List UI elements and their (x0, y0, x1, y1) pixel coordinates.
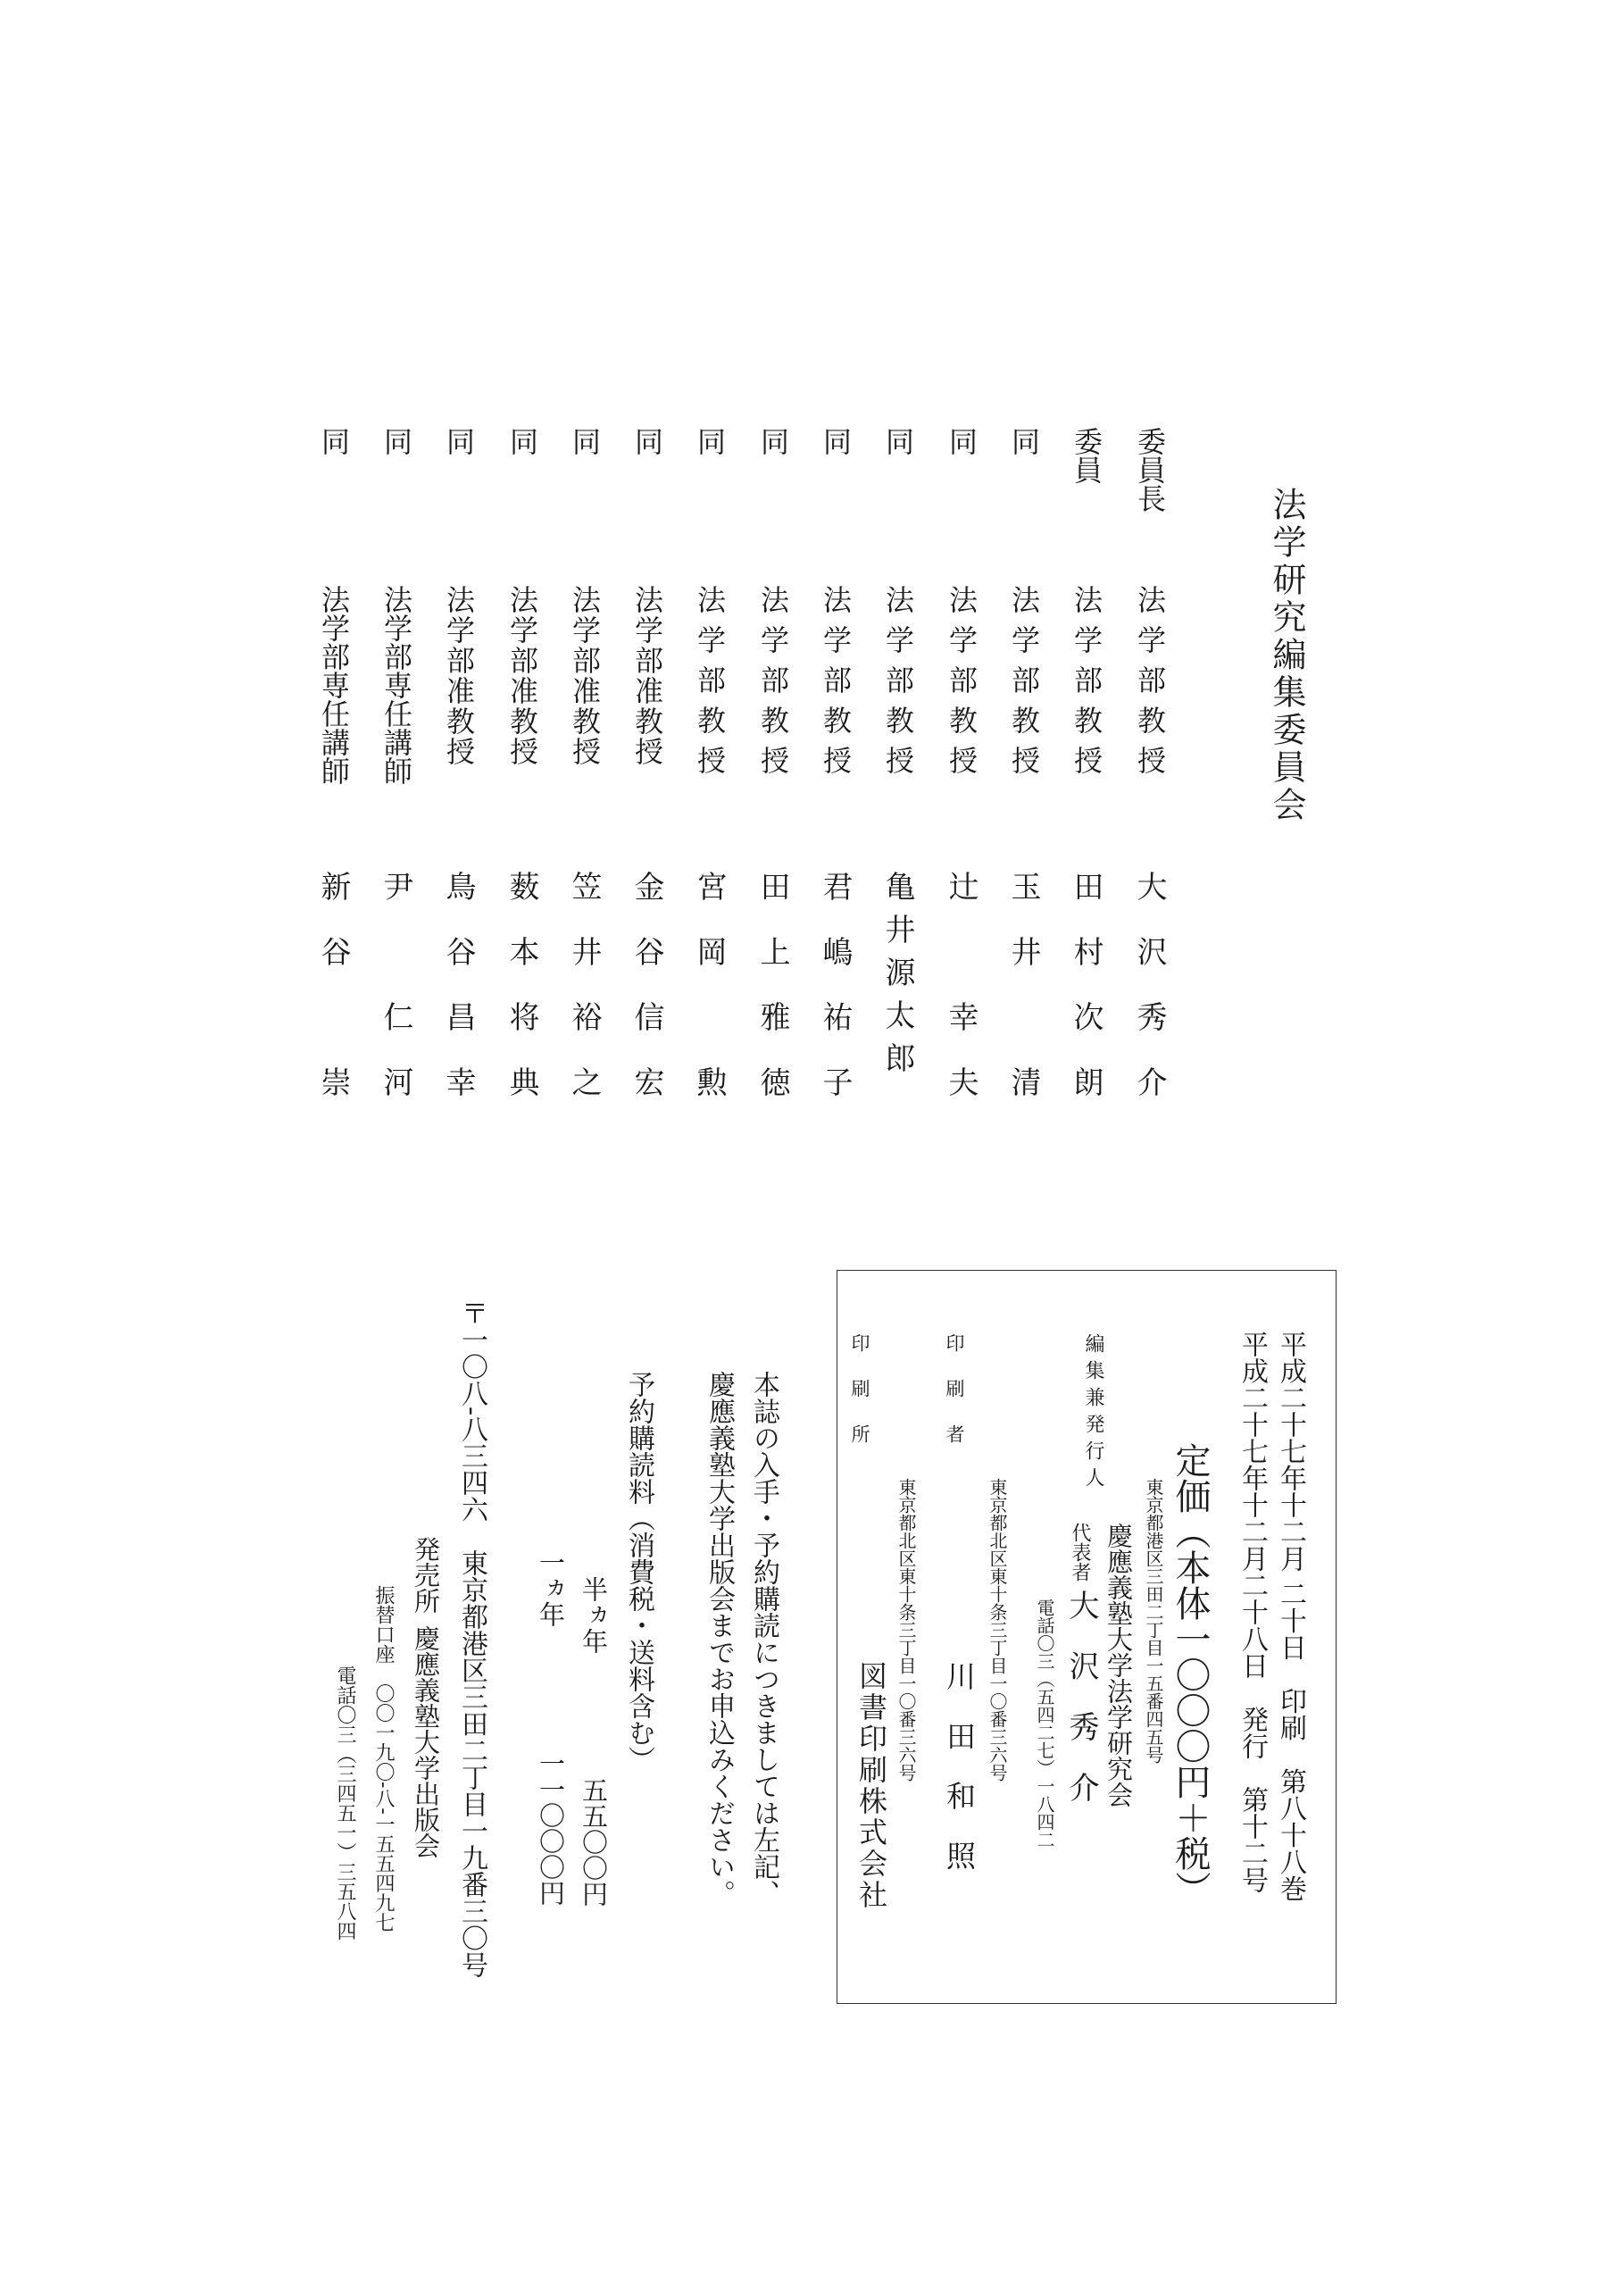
member-position: 法学部教授 (945, 585, 979, 786)
full-year-label: 一ヵ年 (536, 1549, 566, 1627)
postal-address: 〒一〇八‐八三四六 東京都港区三田二丁目一九番三〇号 (456, 1299, 487, 1979)
member-name: 尹 仁河 (378, 871, 413, 1131)
editor-org: 慶應義塾大学法学研究会 (1103, 1523, 1134, 1807)
member-name: 辻 幸夫 (943, 871, 979, 1131)
member-name: 新谷 崇 (315, 871, 351, 1131)
editor-rep-name: 大沢秀介 (1063, 1590, 1099, 1832)
half-year-price: 五五〇〇円 (579, 1777, 609, 1907)
member-position: 法学部教授 (1133, 585, 1167, 786)
member-name: 鳥谷昌幸 (440, 871, 476, 1131)
member-position: 法学部教授 (756, 585, 790, 786)
member-name: 笠井裕之 (566, 871, 602, 1131)
member-position: 法学部専任講師 (317, 585, 351, 785)
member-name: 金谷信宏 (629, 871, 664, 1131)
member-position: 法学部教授 (881, 585, 915, 786)
member-role: 同 (630, 427, 664, 455)
member-position: 法学部教授 (1007, 585, 1041, 786)
subscription-note-2: 慶應義塾大学出版会までお申込みください。 (704, 1371, 735, 1907)
printshop-label: 印刷所 (849, 1333, 870, 1470)
subscription-note-1: 本誌の入手・予約購読につきましては左記、 (748, 1371, 779, 1907)
distributor-label: 発売所 (411, 1536, 441, 1614)
member-role: 同 (819, 427, 853, 455)
member-name: 薮本将典 (504, 871, 539, 1131)
member-position: 法学部准教授 (630, 585, 664, 767)
price: 定価（本体一〇〇〇円＋税） (1170, 1442, 1211, 1907)
member-name: 君嶋祐子 (817, 871, 853, 1131)
print-date: 平成二十七年十二月 二十日 印刷 第八十八巻 (1275, 1331, 1306, 1902)
printer-label: 印刷者 (944, 1333, 965, 1470)
member-name: 田村次朗 (1068, 871, 1103, 1131)
subscription-heading: 予約購読料（消費税・送料含む） (623, 1371, 654, 1773)
member-name: 玉井 清 (1005, 871, 1041, 1131)
member-position: 法学部教授 (1070, 585, 1103, 786)
printer-name: 川田和照 (942, 1661, 977, 1900)
distributor-name: 慶應義塾大学出版会 (411, 1625, 441, 1858)
member-name: 亀井源太郎 (879, 871, 915, 1085)
member-position: 法学部准教授 (568, 585, 602, 767)
member-position: 法学部准教授 (442, 585, 476, 767)
member-role: 同 (379, 427, 413, 455)
printer-address: 東京都北区東十条三丁目一〇番三六号 (987, 1478, 1008, 1782)
publisher-address: 東京都港区三田二丁目一五番四五号 (1143, 1478, 1164, 1764)
printshop-address: 東京都北区東十条三丁目一〇番三六号 (895, 1478, 917, 1782)
transfer-account: 振替口座 〇〇一九〇‐八‐一五五四九七 (372, 1585, 395, 1933)
member-name: 宮岡 勲 (691, 871, 727, 1131)
member-role: 同 (756, 427, 790, 455)
member-position: 法学部専任講師 (379, 585, 413, 785)
full-year-price: 一一〇〇〇円 (536, 1750, 566, 1906)
member-role: 同 (505, 427, 539, 455)
issue-date: 平成二十七年十二月二十八日 発行 第十二号 (1237, 1331, 1268, 1893)
member-role: 委員 (1070, 427, 1103, 484)
member-position: 法学部教授 (819, 585, 853, 786)
member-role: 同 (881, 427, 915, 455)
member-role: 同 (317, 427, 351, 455)
editor-tel: 電話〇三（五四二七）一八四二 (1034, 1599, 1055, 1849)
member-role: 同 (945, 427, 979, 455)
member-role: 同 (1007, 427, 1041, 455)
member-name: 田上雅徳 (754, 871, 790, 1131)
member-role: 同 (442, 427, 476, 455)
member-position: 法学部教授 (693, 585, 727, 786)
committee-title: 法学研究編集委員会 (1267, 487, 1306, 824)
printshop-name: 図書印刷株式会社 (854, 1661, 888, 1911)
half-year-label: 半ヵ年 (579, 1576, 609, 1654)
editor-rep-prefix: 代表者 (1069, 1523, 1091, 1582)
member-position: 法学部准教授 (505, 585, 539, 767)
member-role: 同 (568, 427, 602, 455)
distributor-tel: 電話〇三（三四五一）三五八四 (334, 1665, 356, 1941)
member-name: 大沢秀介 (1131, 871, 1167, 1131)
member-role: 委員長 (1133, 427, 1167, 513)
member-role: 同 (693, 427, 727, 455)
editor-label: 編集兼発行人 (1082, 1333, 1104, 1494)
